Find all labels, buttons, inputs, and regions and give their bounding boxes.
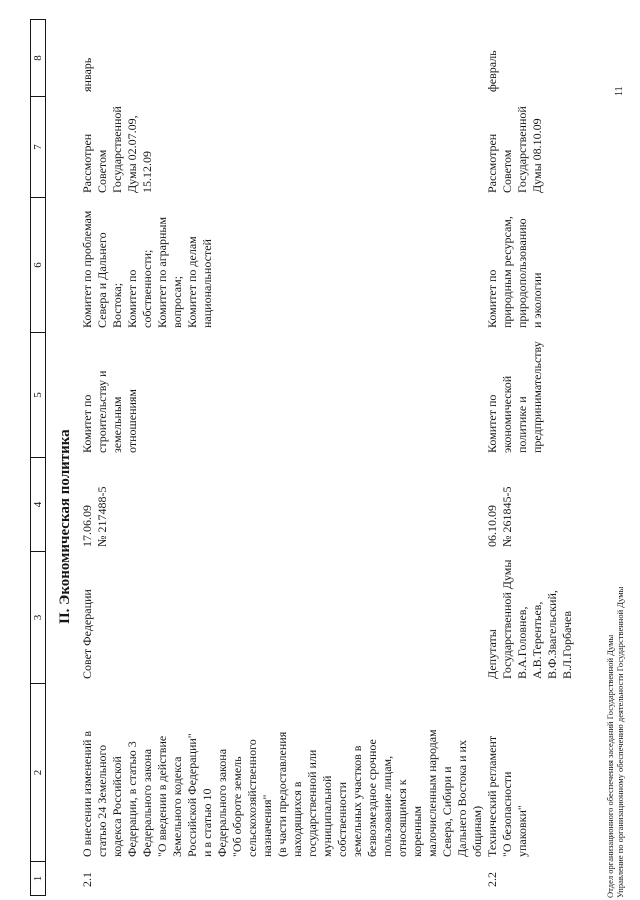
item-number: 2.1 bbox=[80, 872, 94, 887]
table-row bbox=[485, 19, 575, 896]
section-title: II. Экономическая политика bbox=[57, 429, 73, 624]
registration-info: 17.06.09 № 217488-5 bbox=[80, 486, 109, 547]
bill-title: О внесении изменений в статью 24 Земельного кодекса Российской Федерации, в статью 3 Федерального закона "О введении в действие Земельного кодекса Российской Федерации" и в статью 10 Федерального закона "Об обороте земель сельскохозяйственного назначения" (в части предоставления находящихся в государственной или муниципальной собственности земельных участков в безвозмездное срочное пользование лицам, относящимся к коренным малочисленным народам Севера, Сибири и Дальнего Востока и их общинам) bbox=[80, 729, 484, 857]
footer-directorate-line: Управление по организационному обеспечению деятельности Государственной Думы bbox=[614, 586, 625, 898]
column-number-8: 8 bbox=[30, 19, 46, 97]
footer-department-line: Отдел организационного обеспечения заседаний Государственной Думы bbox=[605, 634, 615, 898]
review-month: январь bbox=[80, 57, 94, 92]
responsible-committee: Комитет по строительству и земельным отношениям bbox=[80, 370, 139, 453]
bill-title: Технический регламент "О безопасности упаковки" bbox=[485, 735, 529, 857]
table-row bbox=[80, 19, 485, 896]
column-number-row bbox=[30, 19, 46, 896]
review-month: февраль bbox=[485, 50, 499, 92]
page-number: 11 bbox=[614, 86, 625, 96]
initiator: Совет Федерации bbox=[80, 589, 94, 679]
column-number-7: 7 bbox=[30, 97, 46, 198]
review-status: Рассмотрен Советом Государственной Думы 08.10.09 bbox=[485, 106, 544, 193]
responsible-committee: Комитет по экономической политике и предпринимательству bbox=[485, 341, 544, 453]
column-number-4: 4 bbox=[30, 458, 46, 552]
column-number-3: 3 bbox=[30, 552, 46, 684]
registration-info: 06.10.09 № 261845-5 bbox=[485, 486, 514, 547]
co-executor-committees: Комитет по проблемам Севера и Дальнего Востока; Комитет по собственности; Комитет по аграрным вопросам; Комитет по делам национальностей bbox=[80, 210, 214, 328]
co-executor-committees: Комитет по природным ресурсам, природопользованию и экологии bbox=[485, 216, 544, 328]
column-number-2: 2 bbox=[30, 684, 46, 862]
page-footer bbox=[606, 587, 625, 898]
review-status: Рассмотрен Советом Государственной Думы 02.07.09, 15.12.09 bbox=[80, 106, 154, 193]
column-number-6: 6 bbox=[30, 198, 46, 333]
initiator: Депутаты Государственной Думы В.А.Головнев, А.В.Терентьев, В.Ф.Звагельский, В.Л.Горбачев bbox=[485, 559, 574, 679]
column-number-1: 1 bbox=[30, 862, 46, 896]
item-number: 2.2 bbox=[485, 872, 499, 887]
column-number-5: 5 bbox=[30, 333, 46, 458]
